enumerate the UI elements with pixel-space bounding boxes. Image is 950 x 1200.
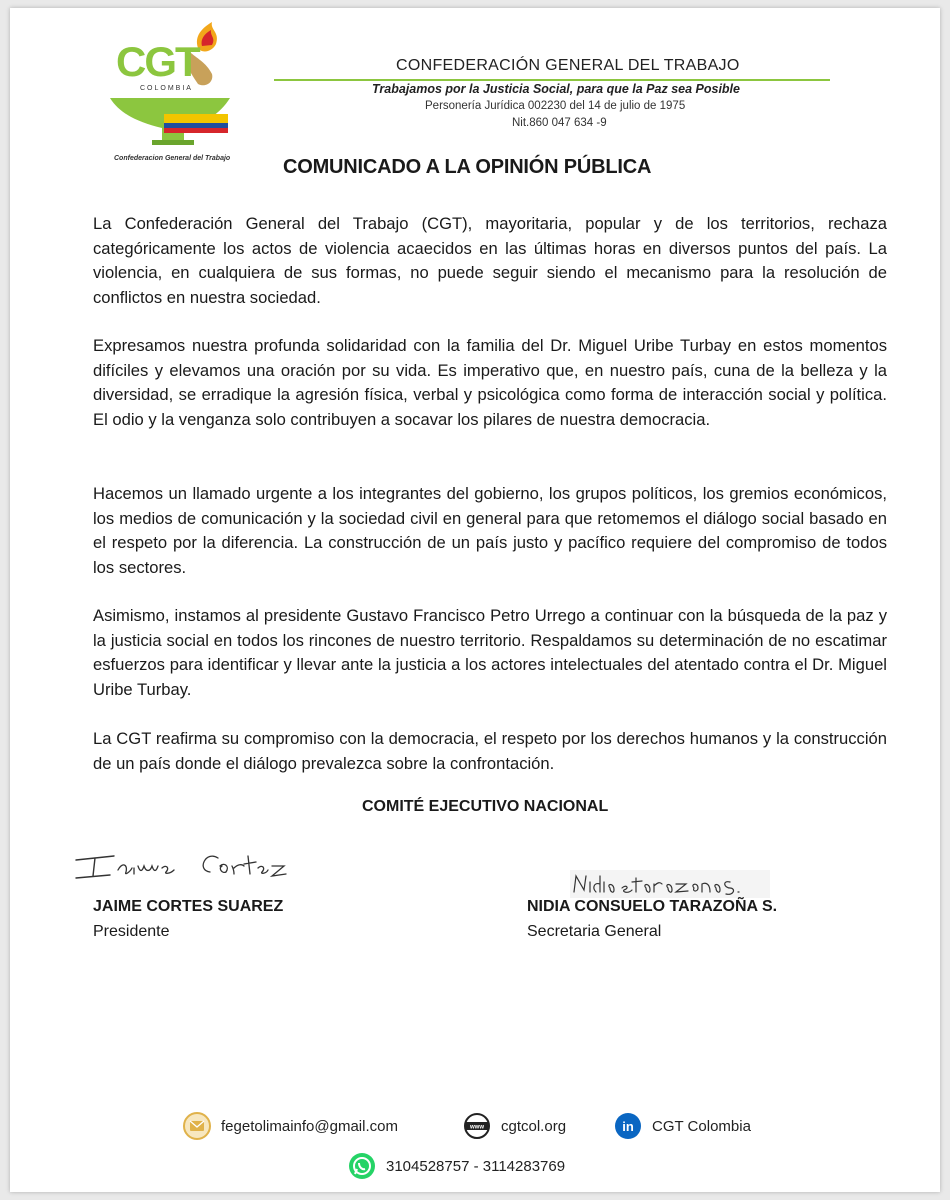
logo-country: COLOMBIA	[140, 85, 193, 92]
contact-website[interactable]	[463, 1112, 566, 1140]
logo-caption: Confederacion General del Trabajo	[114, 155, 231, 162]
signatory-1-role: Presidente	[93, 923, 170, 940]
document-sheet	[10, 8, 940, 1192]
linkedin-icon	[614, 1112, 642, 1140]
org-name: CONFEDERACIÓN GENERAL DEL TRABAJO	[396, 57, 740, 74]
whatsapp-icon	[348, 1152, 376, 1180]
signatory-2-name: NIDIA CONSUELO TARAZOÑA S.	[527, 898, 778, 915]
signature-jaime-cortes	[70, 838, 300, 886]
signature-nidia-tarazona	[570, 868, 770, 902]
email-icon	[183, 1112, 211, 1140]
signatory-1-name: JAIME CORTES SUAREZ	[93, 898, 284, 915]
header-divider	[274, 79, 830, 81]
contact-linkedin[interactable]	[614, 1112, 751, 1140]
globe-icon	[463, 1112, 491, 1140]
committee-heading: COMITÉ EJECUTIVO NACIONAL	[362, 798, 609, 815]
cgt-logo	[102, 18, 240, 168]
paragraph-1: La Confederación General del Trabajo (CGT), mayoritaria, popular y de los territorios, rechaza categóricamente los actos de violencia acaecidos en las últimas horas en diversos puntos del país. La violencia, en cualquiera de sus formas, no puede seguir siendo el mecanismo para la resolución de conflictos en nuestra sociedad.	[93, 214, 887, 307]
svg-text:in: in	[622, 1119, 634, 1134]
svg-text:www: www	[469, 1124, 485, 1131]
contact-email[interactable]	[183, 1112, 398, 1140]
org-legal-registration: Personería Jurídica 002230 del 14 de julio de 1975	[425, 100, 686, 112]
contact-phones-text[interactable]: 3104528757 - 3114283769	[386, 1157, 566, 1175]
logo-text: CGT	[116, 38, 199, 85]
paragraph-2: Expresamos nuestra profunda solidaridad con la familia del Dr. Miguel Uribe Turbay en estos momentos difíciles y elevamos una oración por su vida. Es imperativo que, en nuestro país, cuna de la belleza y la diversidad, se erradique la agresión física, verbal y psicológica como forma de interacción social y política. El odio y la venganza solo contribuyen a socavar los pilares de nuestra democracia.	[93, 336, 887, 429]
contact-linkedin-text[interactable]: CGT Colombia	[652, 1117, 751, 1135]
paragraph-5: La CGT reafirma su compromiso con la democracia, el respeto por los derechos humanos y la construcción de un país donde el diálogo prevalezca sobre la confrontación.	[93, 729, 887, 773]
paragraph-4: Asimismo, instamos al presidente Gustavo Francisco Petro Urrego a continuar con la búsqueda de la paz y la justicia social en todos los rincones de nuestro territorio. Respaldamos su determinación de no escatimar esfuerzos para identificar y llevar ante la justicia a los actores intelectuales del atentado contra el Dr. Miguel Uribe Turbay.	[93, 606, 887, 699]
org-motto: Trabajamos por la Justicia Social, para que la Paz sea Posible	[372, 82, 740, 96]
contact-email-text[interactable]: fegetolimainfo@gmail.com	[221, 1117, 398, 1135]
org-nit: Nit.860 047 634 -9	[512, 117, 607, 129]
document-title: COMUNICADO A LA OPINIÓN PÚBLICA	[283, 156, 652, 178]
paragraph-3: Hacemos un llamado urgente a los integrantes del gobierno, los grupos políticos, los gremios económicos, los medios de comunicación y la sociedad civil en general para que retomemos el diálogo social basado en el respeto por la diferencia. La construcción de un país justo y pacífico requiere del compromiso de todos los sectores.	[93, 484, 887, 577]
contact-whatsapp[interactable]	[348, 1152, 565, 1180]
contact-website-text[interactable]: cgtcol.org	[501, 1117, 567, 1135]
signatory-2-role: Secretaria General	[527, 923, 662, 940]
